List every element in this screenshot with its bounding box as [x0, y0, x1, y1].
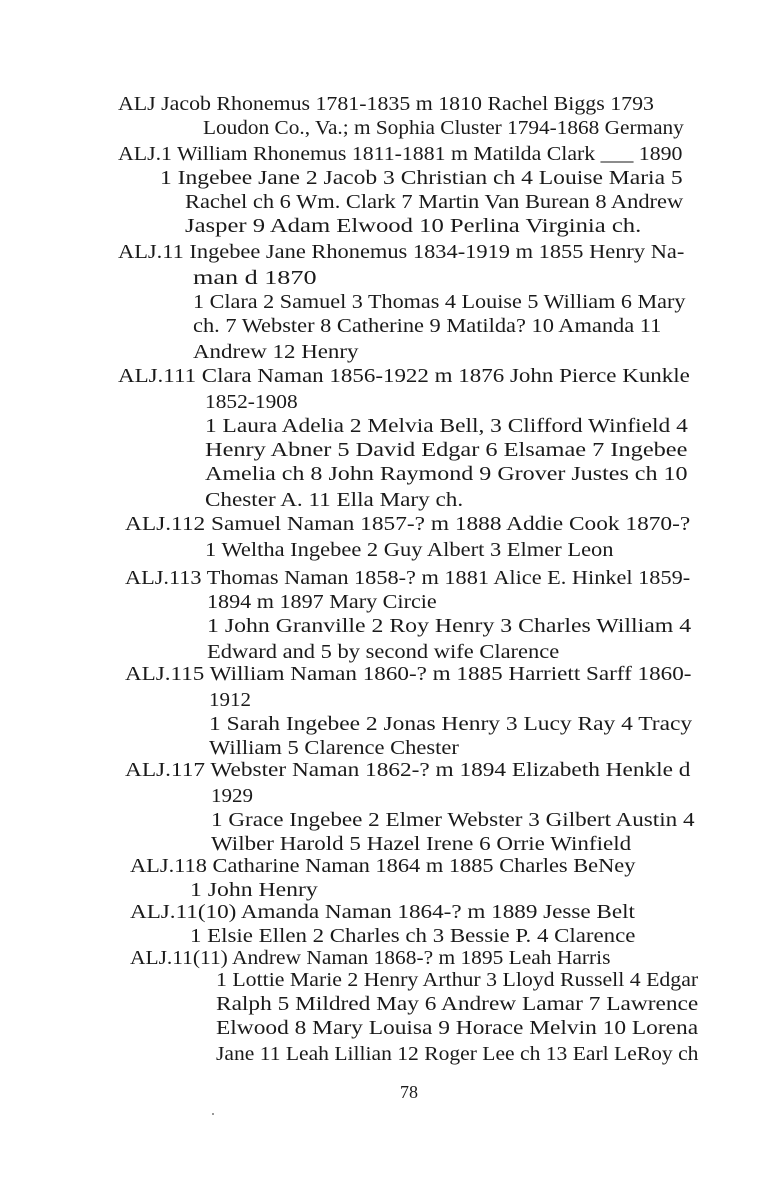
text-line: Amelia ch 8 John Raymond 9 Grover Justes ch 10	[205, 463, 688, 485]
text-line: ALJ.11(10) Amanda Naman 1864-? m 1889 Jesse Belt	[130, 901, 635, 923]
text-line: ALJ.11(11) Andrew Naman 1868-? m 1895 Leah Harris	[130, 947, 611, 969]
text-line: Henry Abner 5 David Edgar 6 Elsamae 7 Ingebee	[205, 439, 688, 461]
text-line: 1 Laura Adelia 2 Melvia Bell, 3 Clifford Winfield 4	[205, 415, 688, 437]
text-line: 1 Grace Ingebee 2 Elmer Webster 3 Gilbert Austin 4	[211, 809, 695, 831]
text-line: man d 1870	[193, 267, 317, 289]
text-line: Chester A. 11 Ella Mary ch.	[205, 489, 464, 511]
text-line: Jasper 9 Adam Elwood 10 Perlina Virginia ch.	[185, 215, 642, 237]
text-line: Ralph 5 Mildred May 6 Andrew Lamar 7 Lawrence	[216, 993, 699, 1015]
text-line: 1 Sarah Ingebee 2 Jonas Henry 3 Lucy Ray 4 Tracy	[209, 713, 693, 735]
text-line: Jane 11 Leah Lillian 12 Roger Lee ch 13 Earl LeRoy ch	[216, 1043, 699, 1065]
text-line: Loudon Co., Va.; m Sophia Cluster 1794-1868 Germany	[203, 117, 684, 139]
text-line: ALJ.118 Catharine Naman 1864 m 1885 Charles BeNey	[130, 855, 636, 877]
text-line: 1852-1908	[205, 391, 298, 413]
text-line: Andrew 12 Henry	[193, 341, 359, 363]
text-line: Rachel ch 6 Wm. Clark 7 Martin Van Burean 8 Andrew	[185, 191, 684, 213]
text-line: ALJ.111 Clara Naman 1856-1922 m 1876 John Pierce Kunkle	[118, 365, 690, 387]
text-line: 1 John Granville 2 Roy Henry 3 Charles William 4	[207, 615, 692, 637]
text-line: ALJ Jacob Rhonemus 1781-1835 m 1810 Rachel Biggs 1793	[118, 93, 654, 115]
text-line: 1 Elsie Ellen 2 Charles ch 3 Bessie P. 4 Clarence	[190, 925, 636, 947]
text-line: 1 Clara 2 Samuel 3 Thomas 4 Louise 5 William 6 Mary	[193, 291, 686, 313]
page-number: 78	[400, 1082, 418, 1102]
text-line: Elwood 8 Mary Louisa 9 Horace Melvin 10 Lorena	[216, 1017, 699, 1039]
text-line: ALJ.115 William Naman 1860-? m 1885 Harriett Sarff 1860-	[125, 663, 692, 685]
text-line: Wilber Harold 5 Hazel Irene 6 Orrie Winfield	[211, 833, 632, 855]
text-line: William 5 Clarence Chester	[209, 737, 459, 759]
text-line: ALJ.117 Webster Naman 1862-? m 1894 Elizabeth Henkle d	[125, 759, 691, 781]
scan-speck	[212, 1113, 214, 1115]
text-line: 1 Ingebee Jane 2 Jacob 3 Christian ch 4 Louise Maria 5	[160, 167, 683, 189]
text-line: 1 Lottie Marie 2 Henry Arthur 3 Lloyd Russell 4 Edgar	[216, 969, 699, 991]
text-line: ch. 7 Webster 8 Catherine 9 Matilda? 10 Amanda 11	[193, 315, 662, 337]
text-line: 1 Weltha Ingebee 2 Guy Albert 3 Elmer Leon	[205, 539, 614, 561]
text-line: ALJ.11 Ingebee Jane Rhonemus 1834-1919 m 1855 Henry Na-	[118, 241, 685, 263]
text-line: ALJ.113 Thomas Naman 1858-? m 1881 Alice E. Hinkel 1859-	[125, 567, 691, 589]
text-line: 1929	[211, 785, 253, 807]
text-line: 1912	[209, 689, 251, 711]
text-line: ALJ.112 Samuel Naman 1857-? m 1888 Addie Cook 1870-?	[125, 513, 691, 535]
text-line: 1894 m 1897 Mary Circie	[207, 591, 437, 613]
text-line: Edward and 5 by second wife Clarence	[207, 641, 560, 663]
text-line: 1 John Henry	[190, 879, 318, 901]
text-line: ALJ.1 William Rhonemus 1811-1881 m Matilda Clark ___ 1890	[118, 143, 683, 165]
